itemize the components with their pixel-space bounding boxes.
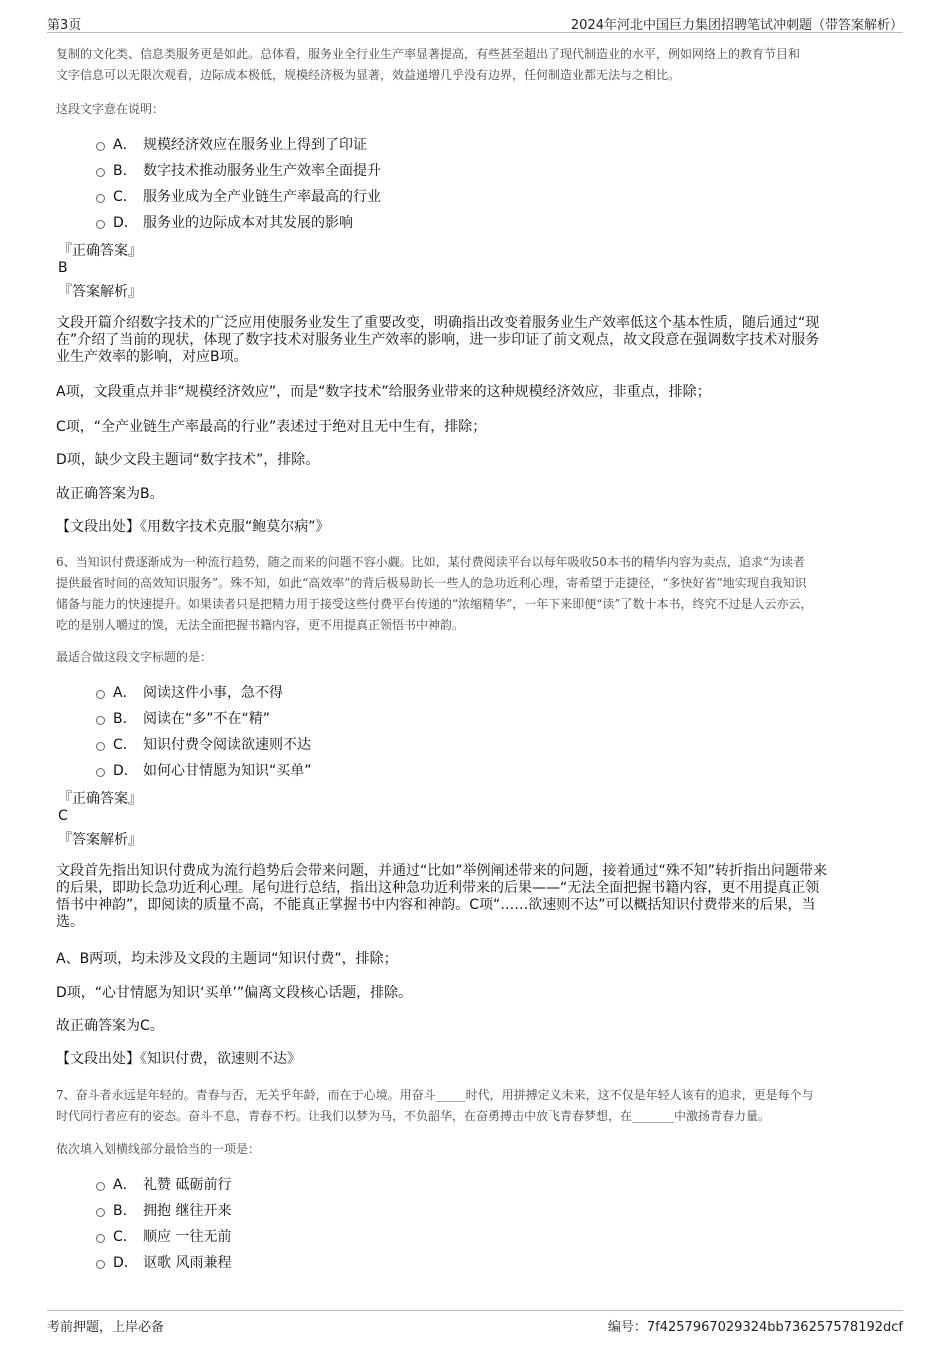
q7-prompt: 依次填入划横线部分最恰当的一项是： xyxy=(56,1142,261,1156)
passage-line: 时代同行者应有的姿态。奋斗不息，青春不朽。让我们以梦为马，不负韶华，在奋勇搏击中放飞青春梦想，在_______中激扬青春力量。 xyxy=(56,1109,771,1123)
q6-point-ab: A、B两项，均未涉及文段的主题词“知识付费”，排除； xyxy=(56,951,398,967)
analysis-line: 文段开篇介绍数字技术的广泛应用使服务业发生了重要改变，明确指出改变着服务业生产效率低这个基本性质，随后通过“现 xyxy=(56,315,820,331)
passage-line: 7、奋斗者永远是年轻的。青春与否，无关乎年龄，而在于心境。用奋斗_____时代，用拼搏定义未来，这不仅是年轻人该有的追求，更是每个与 xyxy=(56,1088,814,1102)
q6-option-d[interactable]: D． 如何心甘情愿为知识“买单” xyxy=(96,760,312,780)
radio-button-icon[interactable] xyxy=(96,690,105,699)
radio-button-icon[interactable] xyxy=(96,142,105,151)
option-text: 阅读这件小事，急不得 xyxy=(143,685,283,701)
passage-line: 提供最省时间的高效知识服务”。殊不知，如此“高效率”的背后极易助长一些人的急功近利心理，寄希望于走捷径，“多快好省”地实现自我知识 xyxy=(56,576,807,590)
q6-option-c[interactable]: C． 知识付费令阅读欲速则不达 xyxy=(96,734,311,754)
q7-option-b[interactable]: B． 拥抱 继往开来 xyxy=(96,1200,231,1220)
radio-button-icon[interactable] xyxy=(96,742,105,751)
analysis-line: 业生产效率的影响，对应B项。 xyxy=(56,349,248,365)
q5-analysis-label: 『答案解析』 xyxy=(58,284,142,300)
q5-option-a[interactable]: A． 规模经济效应在服务业上得到了印证 xyxy=(96,134,367,154)
document-title: 2024年河北中国巨力集团招聘笔试冲刺题（带答案解析） xyxy=(570,18,903,33)
radio-button-icon[interactable] xyxy=(96,716,105,725)
q6-answer: C xyxy=(58,808,68,824)
analysis-line: 在”介绍了当前的现状，体现了数字技术对服务业生产效率的影响，进一步印证了前文观点，故文段意在强调数字技术对服务 xyxy=(56,332,820,348)
option-text: 数字技术推动服务业生产效率全面提升 xyxy=(143,163,381,179)
page-header xyxy=(47,10,903,33)
q5-prompt: 这段文字意在说明： xyxy=(56,102,165,116)
radio-button-icon[interactable] xyxy=(96,1260,105,1269)
q6-analysis-label: 『答案解析』 xyxy=(58,832,142,848)
q7-option-c[interactable]: C． 顺应 一往无前 xyxy=(96,1226,231,1246)
page-number: 第3页 xyxy=(47,18,82,33)
q5-option-b[interactable]: B． 数字技术推动服务业生产效率全面提升 xyxy=(96,160,381,180)
analysis-line: 悟书中神韵”，即阅读的质量不高，不能真正掌握书中内容和神韵。C项“……欲速则不达”可以概括知识付费带来的后果，当 xyxy=(56,897,816,913)
q5-conclusion: 故正确答案为B。 xyxy=(56,486,164,502)
q5-option-d[interactable]: D． 服务业的边际成本对其发展的影响 xyxy=(96,212,353,232)
document-code: 编号：7f4257967029324bb736257578192dcf xyxy=(607,1320,903,1335)
q7-option-d[interactable]: D． 讴歌 风雨兼程 xyxy=(96,1252,231,1272)
analysis-line: 选。 xyxy=(56,914,84,930)
passage-line: 吃的是别人嚼过的馍，无法全面把握书籍内容，更不用提真正领悟书中神韵。 xyxy=(56,618,465,632)
q5-answer-label: 『正确答案』 xyxy=(58,243,142,259)
q6-option-b[interactable]: B． 阅读在“多”不在“精” xyxy=(96,708,270,728)
q5-point-a: A项，文段重点并非“规模经济效应”，而是“数字技术”给服务业带来的这种规模经济效应，非重点，排除； xyxy=(56,384,711,400)
q5-source: 【文段出处】《用数字技术克服“鲍莫尔病”》 xyxy=(56,519,330,535)
q5-point-d: D项，缺少文段主题词“数字技术”，排除。 xyxy=(56,452,320,468)
q6-analysis xyxy=(56,863,900,931)
passage-line: 6、当知识付费逐渐成为一种流行趋势，随之而来的问题不容小觑。比如，某付费阅读平台以每年吸收50本书的精华内容为卖点，追求“为读者 xyxy=(56,555,806,569)
q5-analysis xyxy=(56,315,900,366)
option-text: 服务业成为全产业链生产率最高的行业 xyxy=(143,189,381,205)
radio-button-icon[interactable] xyxy=(96,1208,105,1217)
radio-button-icon[interactable] xyxy=(96,220,105,229)
option-text: 知识付费令阅读欲速则不达 xyxy=(143,737,311,753)
q6-prompt: 最适合做这段文字标题的是： xyxy=(56,650,213,664)
q7-passage xyxy=(56,1085,900,1127)
option-text: 阅读在“多”不在“精” xyxy=(143,711,271,727)
option-text: 拥抱 继往开来 xyxy=(143,1203,232,1219)
radio-button-icon[interactable] xyxy=(96,768,105,777)
q6-source: 【文段出处】《知识付费，欲速则不达》 xyxy=(56,1051,301,1067)
q6-passage xyxy=(56,552,900,636)
q6-option-a[interactable]: A． 阅读这件小事，急不得 xyxy=(96,682,283,702)
passage-line: 复制的文化类、信息类服务更是如此。总体看，服务业全行业生产率显著提高，有些甚至超出了现代制造业的水平，例如网络上的教育节目和 xyxy=(56,47,801,61)
q6-answer-label: 『正确答案』 xyxy=(58,791,142,807)
option-text: 规模经济效应在服务业上得到了印证 xyxy=(143,137,367,153)
q5-answer: B xyxy=(58,260,68,276)
q5-passage xyxy=(56,44,900,86)
q5-point-c: C项，“全产业链生产率最高的行业”表述过于绝对且无中生有，排除； xyxy=(56,419,487,435)
radio-button-icon[interactable] xyxy=(96,1182,105,1191)
radio-button-icon[interactable] xyxy=(96,168,105,177)
option-text: 讴歌 风雨兼程 xyxy=(143,1255,232,1271)
passage-line: 储备与能力的快速提升。如果读者只是把精力用于接受这些付费平台传递的“浓缩精华”，一年下来即便“读”了数十本书，终究不过是人云亦云， xyxy=(56,597,813,611)
option-text: 礼赞 砥砺前行 xyxy=(143,1177,232,1193)
option-text: 服务业的边际成本对其发展的影响 xyxy=(143,215,353,231)
page-footer xyxy=(47,1310,903,1335)
q6-conclusion: 故正确答案为C。 xyxy=(56,1018,164,1034)
q5-option-c[interactable]: C． 服务业成为全产业链生产率最高的行业 xyxy=(96,186,381,206)
q6-point-d: D项，“心甘情愿为知识‘买单’”偏离文段核心话题，排除。 xyxy=(56,985,413,1001)
analysis-line: 的后果，即助长急功近利心理。尾句进行总结，指出这种急功近利带来的后果——“无法全面把握书籍内容，更不用提真正领 xyxy=(56,880,820,896)
footer-slogan: 考前押题，上岸必备 xyxy=(47,1320,165,1335)
radio-button-icon[interactable] xyxy=(96,194,105,203)
option-text: 顺应 一往无前 xyxy=(143,1229,232,1245)
analysis-line: 文段首先指出知识付费成为流行趋势后会带来问题，并通过“比如”举例阐述带来的问题，接着通过“殊不知”转折指出问题带来 xyxy=(56,863,828,879)
radio-button-icon[interactable] xyxy=(96,1234,105,1243)
passage-line: 文字信息可以无限次观看，边际成本极低，规模经济极为显著，效益递增几乎没有边界，任何制造业都无法与之相比。 xyxy=(56,68,681,82)
option-text: 如何心甘情愿为知识“买单” xyxy=(143,763,312,779)
q7-option-a[interactable]: A． 礼赞 砥砺前行 xyxy=(96,1174,231,1194)
